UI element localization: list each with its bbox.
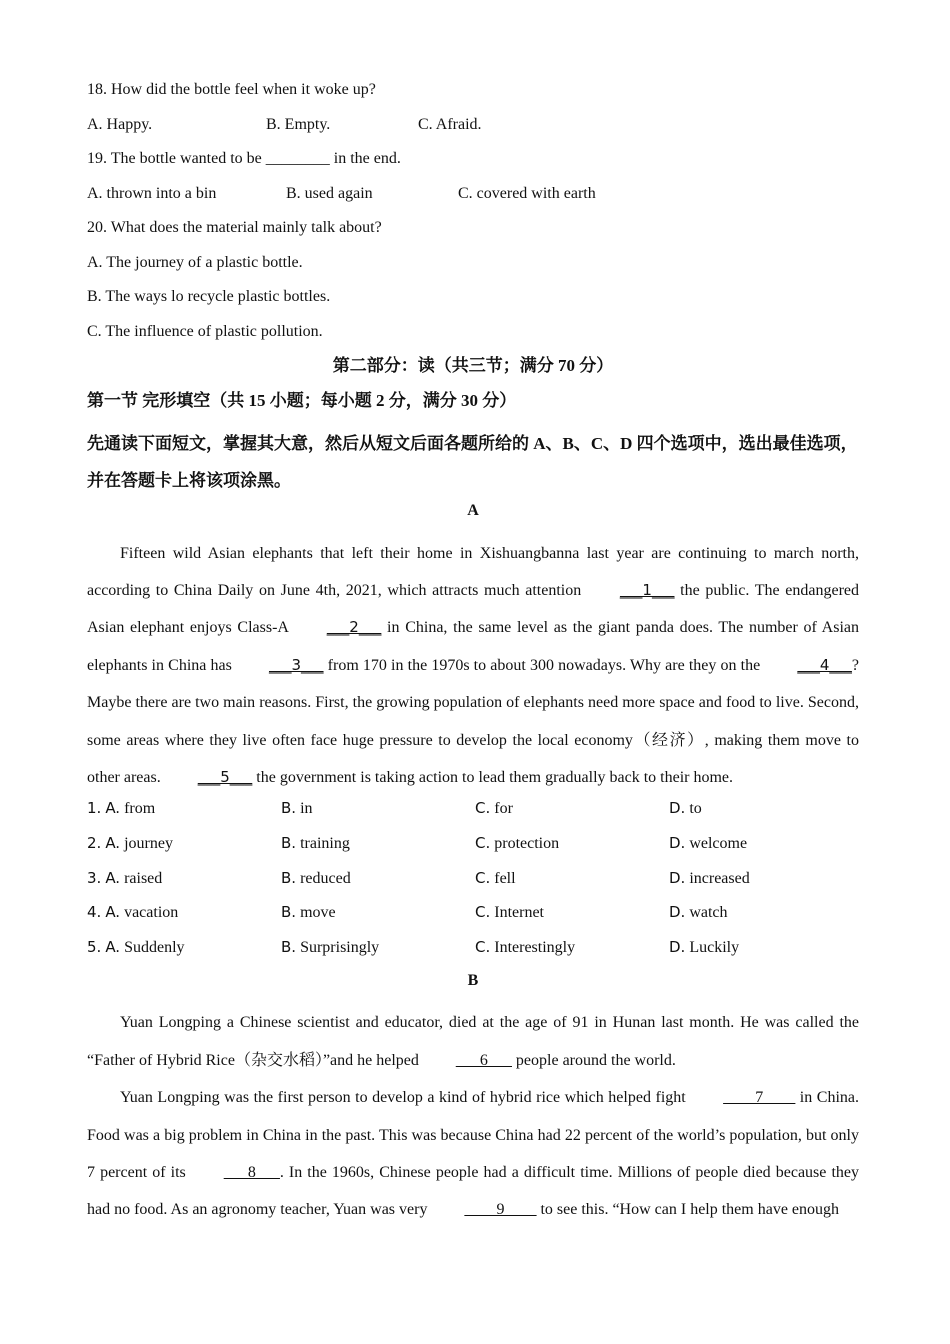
choice-number: 2. <box>87 833 102 852</box>
choice-letter: D. <box>669 799 686 818</box>
passage-a-text: the government is taking action to lead them gradually back to their home. <box>252 768 734 786</box>
passage-b-text: to see this. “How can I help them have enough <box>536 1201 840 1219</box>
q20-option-a: A. The journey of a plastic bottle. <box>87 253 303 271</box>
choice-3-c <box>475 866 669 901</box>
choice-letter: C. <box>475 799 491 818</box>
blank-5: ___5___ <box>197 767 253 786</box>
choice-letter: D. <box>669 833 686 852</box>
q19-option-a: A. thrown into a bin <box>87 184 217 202</box>
q18-option-b: B. Empty. <box>266 115 331 133</box>
choice-letter: C. <box>475 868 491 887</box>
q20-option-b: B. The ways lo recycle plastic bottles. <box>87 288 331 305</box>
passage-a-paragraph <box>87 535 859 797</box>
choice-text: move <box>300 904 336 922</box>
choice-letter: B. <box>281 799 297 818</box>
passage-b-paragraph-2 <box>87 1079 859 1229</box>
choice-number: 3. <box>87 868 102 887</box>
blank-9: ____9____ <box>464 1201 537 1219</box>
blank-4: ___4___ <box>797 655 852 674</box>
section-one-title: 第一节 完形填空（共 15 小题；每小题 2 分，满分 30 分） <box>87 390 517 410</box>
passage-a-text: ? Maybe there are two main reasons. First, the growing population of elephants need more space and food to live. Second, some areas where they live often face huge pressure to develop the local economy（经济）, making them move to other areas. <box>87 656 860 786</box>
choice-4-a <box>87 900 281 935</box>
choice-text: watch <box>689 904 728 922</box>
choice-1-c <box>475 796 669 831</box>
choice-letter: D. <box>669 937 686 956</box>
choice-3-a <box>87 866 281 901</box>
choice-text: vacation <box>124 904 179 922</box>
choice-text: Interestingly <box>494 938 576 956</box>
choice-letter: D. <box>669 868 686 887</box>
choice-text: raised <box>124 869 163 887</box>
choice-text: in <box>300 800 313 818</box>
passage-a-choices <box>87 796 859 969</box>
choice-text: from <box>124 800 156 818</box>
choice-text: increased <box>689 869 750 887</box>
choice-4-b <box>281 900 475 935</box>
choice-letter: A. <box>105 833 121 852</box>
blank-6: ___6___ <box>455 1051 512 1069</box>
passage-b-paragraph-1 <box>87 1004 859 1079</box>
choice-5-d <box>669 935 859 970</box>
blank-2: ___2___ <box>326 618 382 637</box>
choice-number: 5. <box>87 937 102 956</box>
choice-5-b <box>281 935 475 970</box>
choice-1-d <box>669 796 859 831</box>
choice-2-d <box>669 831 859 866</box>
question-20: 20. What does the material mainly talk about? <box>87 219 382 236</box>
blank-8: ___8___ <box>223 1163 280 1181</box>
choice-letter: A. <box>105 868 121 887</box>
choice-text: training <box>300 834 350 852</box>
choice-letter: D. <box>669 903 686 922</box>
choice-5-c <box>475 935 669 970</box>
choice-letter: B. <box>281 833 297 852</box>
blank-1: ___1___ <box>619 580 675 599</box>
passage-b-text: people around the world. <box>511 1051 676 1069</box>
choice-text: journey <box>124 834 173 852</box>
question-19: 19. The bottle wanted to be ________ in the end. <box>87 150 401 167</box>
passage-b-label: B <box>467 972 479 990</box>
question-18-options <box>87 113 859 148</box>
passage-b-text: . In the 1960s, Chinese people had a difficult time. Millions of people died because they had no food. As an agronomy teacher, Yuan was very <box>87 1163 859 1219</box>
choice-number: 1. <box>87 799 102 818</box>
choice-text: Surprisingly <box>300 938 380 956</box>
choice-letter: B. <box>281 868 297 887</box>
passage-b-text: Yuan Longping a Chinese scientist and educator, died at the age of 91 in Hunan last month. He was called the “Father of Hybrid Rice（杂交水稻）”and he helped <box>87 1014 859 1069</box>
choice-4-c <box>475 900 669 935</box>
choice-5-a <box>87 935 281 970</box>
passage-a-text: in China, the same level as the giant panda does. The number of Asian elephants in China has <box>87 619 860 674</box>
choice-letter: B. <box>281 903 297 922</box>
choice-text: Luckily <box>689 938 740 956</box>
choice-letter: C. <box>475 833 491 852</box>
blank-3: ___3___ <box>268 655 324 674</box>
passage-a-text: the public. The endangered Asian elephant enjoys Class-A <box>87 581 860 637</box>
choice-text: Suddenly <box>124 938 185 956</box>
passage-a-label: A <box>467 501 479 519</box>
choice-letter: A. <box>105 937 121 956</box>
choice-letter: A. <box>105 799 121 818</box>
choice-text: protection <box>494 834 560 852</box>
exam-page <box>87 78 859 1229</box>
choice-letter: A. <box>105 903 121 922</box>
choice-letter: C. <box>475 937 491 956</box>
choice-text: Internet <box>494 904 544 922</box>
choice-text: for <box>494 800 513 818</box>
q18-option-c: C. Afraid. <box>418 115 482 133</box>
part-two-title: 第二部分：读（共三节；满分 70 分） <box>332 356 614 375</box>
choice-text: reduced <box>300 869 351 887</box>
q19-option-c: C. covered with earth <box>458 184 596 202</box>
choice-3-d <box>669 866 859 901</box>
passage-a-text: from 170 in the 1970s to about 300 nowadays. Why are they on the <box>323 656 765 674</box>
choice-number: 4. <box>87 903 102 922</box>
choice-text: welcome <box>689 834 748 852</box>
choice-letter: C. <box>475 903 491 922</box>
question-19-options <box>87 182 859 217</box>
question-18: 18. How did the bottle feel when it woke up? <box>87 81 376 98</box>
q19-option-b: B. used again <box>286 184 373 202</box>
q20-option-c: C. The influence of plastic pollution. <box>87 322 323 340</box>
choice-text: fell <box>494 869 516 887</box>
blank-7: ____7____ <box>723 1089 796 1107</box>
passage-a-text: Fifteen wild Asian elephants that left their home in Xishuangbanna last year are continuing to march north, according to China Daily on June 4th, 2021, which attracts much attention <box>87 544 859 599</box>
q18-option-a: A. Happy. <box>87 115 153 133</box>
choice-2-a <box>87 831 281 866</box>
choice-4-d <box>669 900 859 935</box>
choice-1-b <box>281 796 475 831</box>
instructions: 先通读下面短文，掌握其大意，然后从短文后面各题所给的 A、B、C、D 四个选项中，选出最佳选项，并在答题卡上将该项涂黑。 <box>87 433 858 490</box>
choice-text: to <box>689 800 702 818</box>
choice-2-c <box>475 831 669 866</box>
choice-2-b <box>281 831 475 866</box>
choice-3-b <box>281 866 475 901</box>
choice-letter: B. <box>281 937 297 956</box>
passage-b-text: in China. Food was a big problem in China in the past. This was because China had 22 percent of the world’s population, but only 7 percent of its <box>87 1089 859 1181</box>
passage-b-text: Yuan Longping was the first person to develop a kind of hybrid rice which helped fight <box>120 1089 691 1107</box>
choice-1-a <box>87 796 281 831</box>
